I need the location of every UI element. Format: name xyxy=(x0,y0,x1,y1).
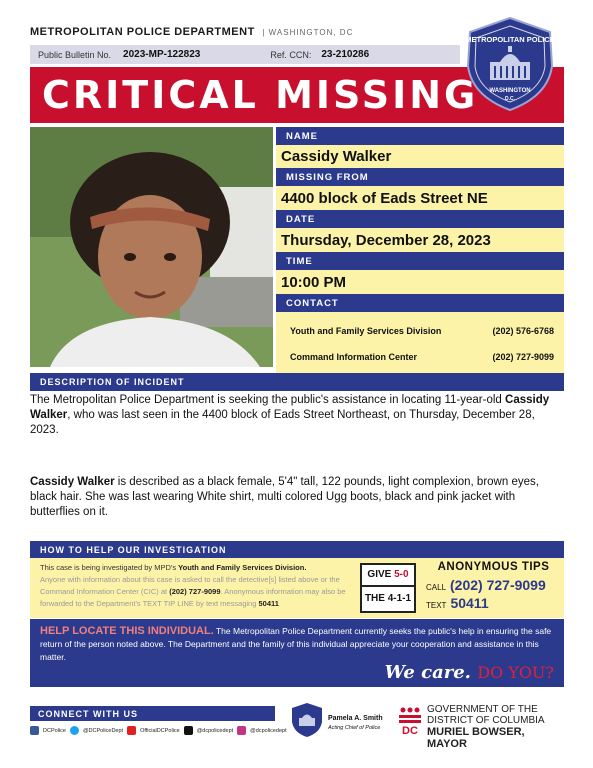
social-youtube[interactable]: OfficialDCPolice xyxy=(140,727,180,734)
help-header: HOW TO HELP OUR INVESTIGATION xyxy=(30,541,564,558)
help-locate-body: The Metropolitan Police Department currently seeks the public's help in ensuring the safe return of the person noted above. The Department and the family of this individual appreciate your cooperation and assistance in this matter. xyxy=(40,626,552,662)
missing-person-photo xyxy=(30,127,273,367)
the-411-text: THE 4-1-1 xyxy=(364,593,412,604)
social-twitter[interactable]: @DCPoliceDept xyxy=(82,727,124,734)
p1-text-a: The Metropolitan Police Department is seeking the public's assistance in locating 11-year-old xyxy=(30,394,506,406)
dc-government-logo xyxy=(397,703,567,750)
ref-label: Ref. CCN: xyxy=(270,49,312,60)
facebook-icon[interactable] xyxy=(30,726,39,735)
time-value: 10:00 PM xyxy=(276,270,564,294)
help-text xyxy=(40,562,356,610)
contact-label: CONTACT xyxy=(276,294,564,312)
help-line2-code: 50411 xyxy=(258,599,279,608)
department-city: | WASHINGTON, DC xyxy=(262,28,354,37)
tip-text-number[interactable]: 50411 xyxy=(450,595,489,611)
badge-dc-text: D.C. xyxy=(505,96,515,102)
department-title xyxy=(30,26,353,38)
connect-header: CONNECT WITH US xyxy=(30,706,275,721)
p1-person-name: Cassidy Walker xyxy=(30,394,550,421)
p2-person-name: Cassidy Walker xyxy=(30,476,115,488)
tip-call-number[interactable]: (202) 727-9099 xyxy=(450,577,546,593)
help-locate-panel xyxy=(30,619,564,687)
contact-phone[interactable]: (202) 727-9099 xyxy=(492,352,554,362)
missing-from-label: MISSING FROM xyxy=(276,168,564,186)
badge-bottom-text: WASHINGTON xyxy=(489,88,531,94)
date-value: Thursday, December 28, 2023 xyxy=(276,228,564,252)
contact-row xyxy=(290,326,554,336)
give-five-o-logo xyxy=(360,563,416,613)
social-links xyxy=(30,726,287,735)
missing-from-value: 4400 block of Eads Street NE xyxy=(276,186,564,210)
help-line2-a: Anyone with information about this case is asked to call the detective[s] listed above or the Command Information Center (CIC) at xyxy=(40,575,340,596)
text-label: TEXT xyxy=(426,601,447,610)
give-text: GIVE xyxy=(367,569,395,580)
bulletin-bar xyxy=(30,45,460,64)
help-locate-text xyxy=(40,625,555,664)
social-tiktok[interactable]: @dcpolicedept xyxy=(196,727,234,734)
help-line1-b: Youth and Family Services Division. xyxy=(178,563,307,572)
contact-name: Command Information Center xyxy=(290,352,418,362)
chief-badge-icon xyxy=(290,702,324,738)
tiktok-icon[interactable] xyxy=(184,726,193,735)
help-body xyxy=(30,558,564,618)
description-paragraph-1 xyxy=(30,393,564,438)
chief-name: Pamela A. Smith xyxy=(328,715,383,722)
p2-text: is described as a black female, 5'4" tall, 122 pounds, light complexion, brown eyes, black hair. She was last wearing White shirt, multi colored Ugg boots, black and pink jacket with butterflies on it. xyxy=(30,476,539,518)
chief-signature xyxy=(290,702,390,742)
svg-text:DC: DC xyxy=(402,725,418,737)
instagram-icon[interactable] xyxy=(237,726,246,735)
name-label: NAME xyxy=(276,127,564,145)
call-label: CALL xyxy=(426,583,447,592)
banner-title: CRITICAL MISSING xyxy=(42,73,479,117)
description-paragraph-2 xyxy=(30,475,564,520)
chief-title: Acting Chief of Police xyxy=(328,725,381,731)
time-label: TIME xyxy=(276,252,564,270)
ref-number: 23-210286 xyxy=(321,49,370,60)
bulletin-label: Public Bulletin No. xyxy=(38,49,112,60)
bulletin-number: 2023-MP-122823 xyxy=(123,49,201,60)
gov-line-1: GOVERNMENT OF THE xyxy=(427,704,538,715)
twitter-icon[interactable] xyxy=(70,726,79,735)
police-badge-logo xyxy=(462,16,558,112)
gov-line-3: MURIEL BOWSER, MAYOR xyxy=(427,726,525,750)
contact-row xyxy=(290,352,554,362)
badge-top-text: METROPOLITAN POLICE xyxy=(465,35,555,44)
help-line2-phone[interactable]: (202) 727-9099 xyxy=(169,587,221,596)
date-label: DATE xyxy=(276,210,564,228)
name-value: Cassidy Walker xyxy=(276,145,564,168)
anonymous-tips-title: ANONYMOUS TIPS xyxy=(437,561,550,573)
youtube-icon[interactable] xyxy=(127,726,136,735)
department-name: METROPOLITAN POLICE DEPARTMENT xyxy=(30,26,255,38)
five-o-text: 5-0 xyxy=(394,569,409,580)
anonymous-tips xyxy=(426,561,561,611)
gov-line-2: DISTRICT OF COLUMBIA xyxy=(427,715,545,726)
description-label: DESCRIPTION OF INCIDENT xyxy=(30,373,564,391)
help-line2-b: . Anonymous information may also be forwarded to the Department's TEXT TIP LINE by text messaging xyxy=(40,587,346,608)
p1-text-b: , who was last seen in the 4400 block of Eads Street Northeast, on Thursday, December 28, 2023. xyxy=(30,409,535,436)
help-line1-a: This case is being investigated by MPD's xyxy=(40,563,179,572)
dc-flag-icon xyxy=(397,705,423,737)
social-instagram[interactable]: @dcpolicedept xyxy=(250,727,287,734)
social-facebook[interactable]: DCPolice xyxy=(43,727,66,734)
contact-phone[interactable]: (202) 576-6768 xyxy=(492,326,554,336)
info-panel xyxy=(276,127,564,387)
we-care-text: We care. xyxy=(384,662,471,683)
we-care-slogan xyxy=(385,662,554,683)
contact-name: Youth and Family Services Division xyxy=(290,326,442,336)
help-locate-headline: HELP LOCATE THIS INDIVIDUAL. xyxy=(40,625,214,637)
do-you-text: DO YOU? xyxy=(477,663,554,682)
